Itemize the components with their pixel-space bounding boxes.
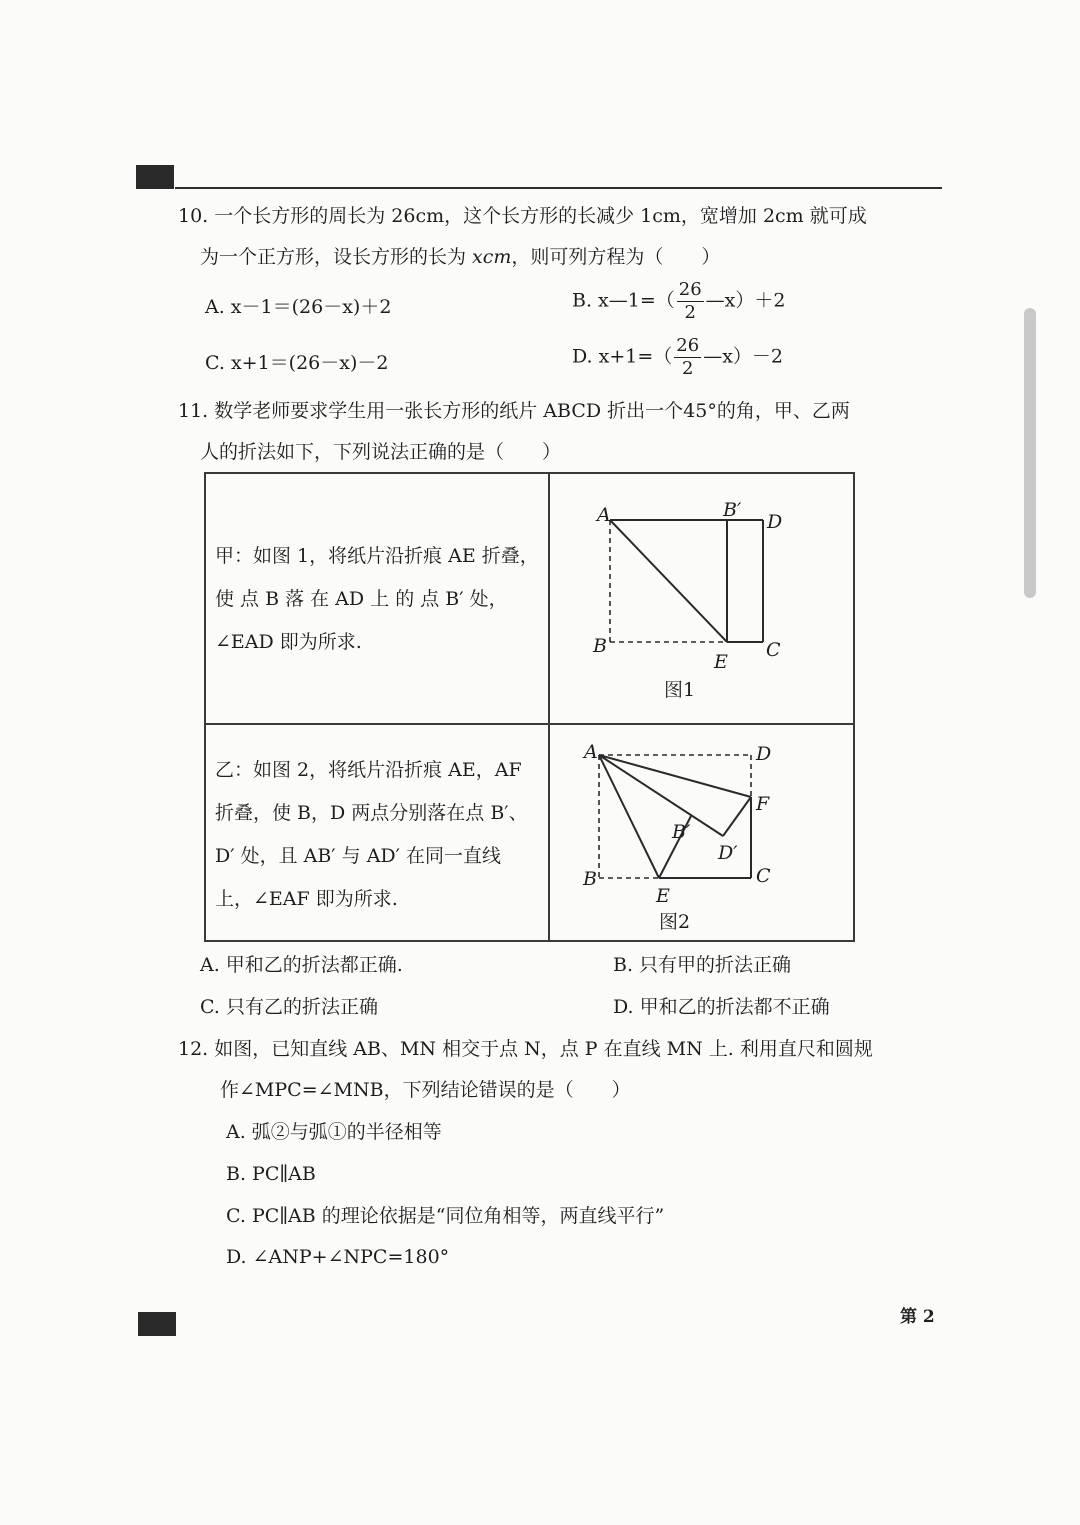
fig1-label-e: E xyxy=(714,651,728,673)
fig2-line-ab1d1 xyxy=(599,755,723,836)
fig2-label-b: B xyxy=(583,868,597,890)
q12-option-a[interactable]: A. 弧②与弧①的半径相等 xyxy=(226,1121,442,1143)
fraction-denominator: 2 xyxy=(682,358,694,379)
fig1-label-b: B xyxy=(593,635,607,657)
q10-stem-line1: 10. 一个长方形的周长为 26cm，这个长方形的长减少 1cm，宽增加 2cm 就可成 xyxy=(178,205,867,227)
header-rule xyxy=(175,187,942,189)
q10-stem-line2-a: 为一个正方形，设长方形的长为 xyxy=(200,246,473,268)
q10-option-d-pre: D. x+1=（ xyxy=(572,345,673,368)
q10-option-a[interactable]: A. x－1＝(26－x)＋2 xyxy=(205,296,392,318)
q12-option-d[interactable]: D. ∠ANP+∠NPC=180° xyxy=(226,1246,450,1268)
q10-option-d-fraction xyxy=(674,337,701,378)
q10-option-c[interactable]: C. x+1＝(26－x)－2 xyxy=(205,352,389,374)
q11-table-divider-vertical xyxy=(548,472,550,942)
q11-jia-method xyxy=(215,535,539,664)
q11-jia-line: 甲：如图 1，将纸片沿折痕 AE 折叠， xyxy=(215,545,539,567)
q10-option-b-pre: B. x—1=（ xyxy=(572,289,675,312)
q11-jia-line: ∠EAD 即为所求. xyxy=(215,631,362,653)
q10-option-b-post: —x）＋2 xyxy=(705,289,786,312)
q11-yi-line: 乙：如图 2，将纸片沿折痕 AE，AF xyxy=(215,759,522,781)
figure-1-diagram xyxy=(551,474,853,722)
q11-yi-line: 折叠，使 B，D 两点分别落在点 B′、 xyxy=(215,802,528,824)
q12-stem-line2: 作∠MPC=∠MNB，下列结论错误的是（ ） xyxy=(220,1079,631,1101)
fig2-label-a: A xyxy=(584,741,598,763)
q10-option-d-post: —x）－2 xyxy=(703,345,783,368)
q11-option-b[interactable]: B. 只有甲的折法正确 xyxy=(613,954,792,976)
fig1-label-b1: B′ xyxy=(723,499,742,521)
figure-2-diagram xyxy=(551,725,853,940)
fig2-label-c: C xyxy=(756,865,771,887)
q11-option-a[interactable]: A. 甲和乙的折法都正确. xyxy=(200,954,403,976)
fig2-crease-af xyxy=(599,755,751,797)
q12-option-b[interactable]: B. PC∥AB xyxy=(226,1163,316,1185)
fig1-crease-ae xyxy=(610,520,727,642)
q11-option-c[interactable]: C. 只有乙的折法正确 xyxy=(200,996,378,1018)
fig2-caption: 图2 xyxy=(659,911,691,933)
fig1-label-d: D xyxy=(767,511,783,533)
fig1-label-a: A xyxy=(597,504,611,526)
q12-option-c[interactable]: C. PC∥AB 的理论依据是“同位角相等，两直线平行” xyxy=(226,1205,665,1227)
fig1-label-c: C xyxy=(766,639,781,661)
top-left-marker xyxy=(136,165,174,189)
fig2-label-f: F xyxy=(756,793,770,815)
scrollbar[interactable] xyxy=(1024,308,1036,598)
fig2-label-d1: D′ xyxy=(718,842,738,864)
bottom-left-marker xyxy=(138,1312,176,1336)
fig2-fold-d1f xyxy=(723,797,751,836)
q10-option-d[interactable] xyxy=(572,337,783,378)
fig2-label-b1: B′ xyxy=(672,821,691,843)
fig1-caption: 图1 xyxy=(664,679,696,701)
q11-stem-line2: 人的折法如下，下列说法正确的是（ ） xyxy=(200,441,562,463)
q11-yi-method xyxy=(215,749,528,921)
page-number: 第 2 xyxy=(900,1307,935,1327)
q10-option-b[interactable] xyxy=(572,281,785,322)
q12-stem-line1: 12. 如图，已知直线 AB、MN 相交于点 N，点 P 在直线 MN 上. 利用直尺和圆规 xyxy=(178,1038,873,1060)
q11-yi-line: 上，∠EAF 即为所求. xyxy=(215,888,398,910)
fraction-denominator: 2 xyxy=(684,302,696,323)
fig2-label-d: D xyxy=(756,743,772,765)
q11-yi-line: D′ 处，且 AB′ 与 AD′ 在同一直线 xyxy=(215,845,502,867)
fraction-numerator: 26 xyxy=(678,279,702,300)
q11-option-d[interactable]: D. 甲和乙的折法都不正确 xyxy=(613,996,830,1018)
fig2-label-e: E xyxy=(656,885,670,907)
q10-stem-line2 xyxy=(200,245,720,269)
q10-stem-line2-b: ，则可列方程为（ ） xyxy=(511,246,721,268)
q10-option-b-fraction xyxy=(677,281,704,322)
q11-jia-line: 使 点 B 落 在 AD 上 的 点 B′ 处， xyxy=(215,588,508,610)
fraction-numerator: 26 xyxy=(676,335,700,356)
q11-stem-line1: 11. 数学老师要求学生用一张长方形的纸片 ABCD 折出一个45°的角，甲、乙两 xyxy=(178,400,850,422)
q10-variable: xcm xyxy=(472,246,512,268)
